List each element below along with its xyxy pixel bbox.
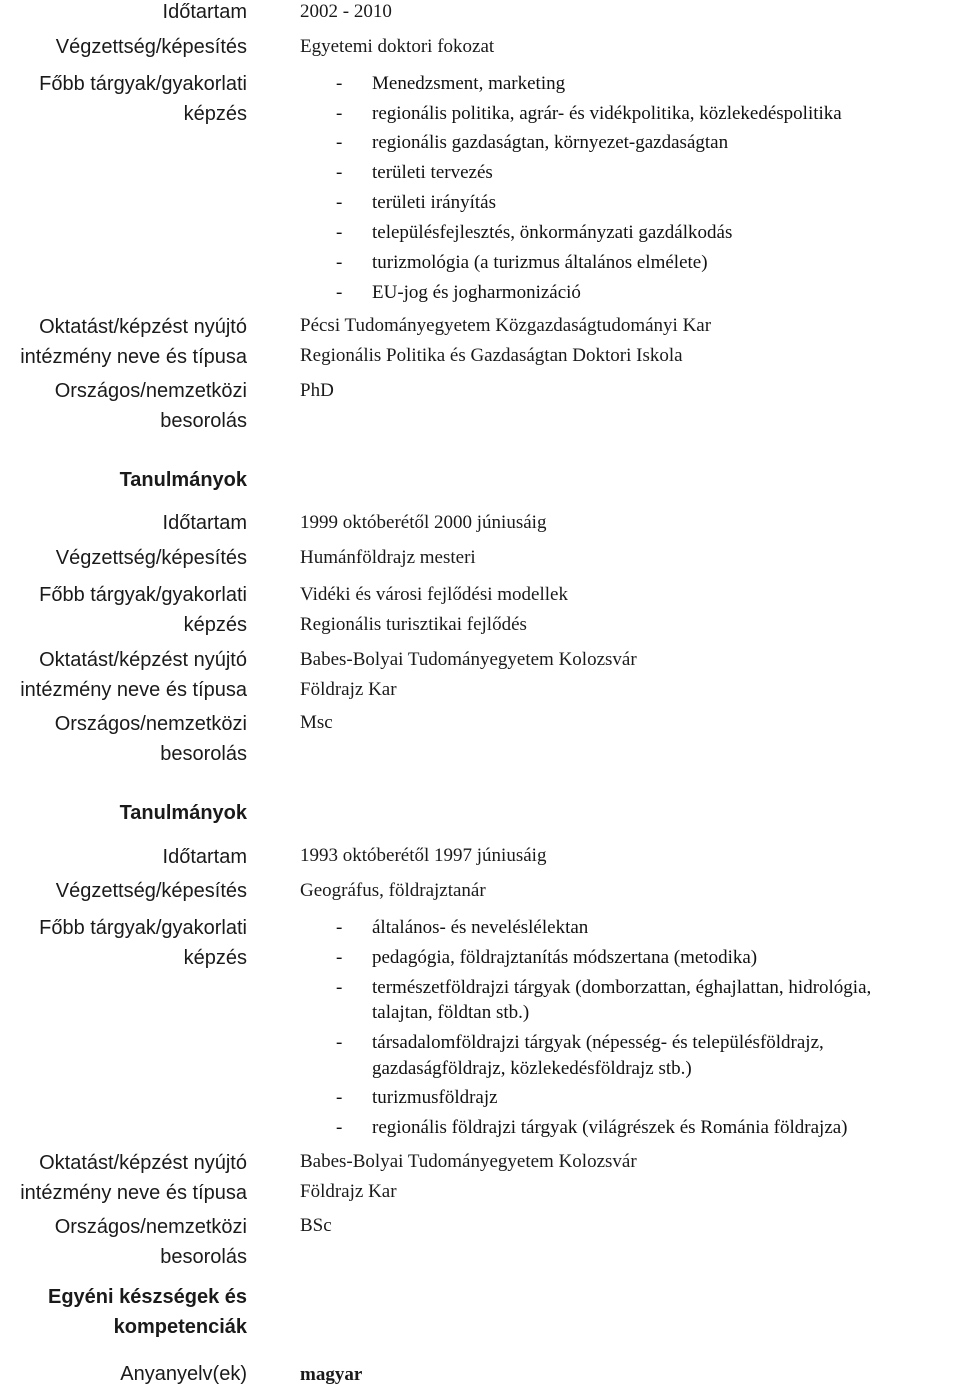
- entry2-subject: Vidéki és városi fejlődési modellek: [300, 584, 568, 605]
- entry1-subject-text: regionális politika, agrár- és vidékpolitika, közlekedéspolitika: [372, 103, 842, 124]
- label-institution-cont: intézmény neve és típusa: [20, 679, 247, 701]
- label-subjects: Főbb tárgyak/gyakorlati: [39, 73, 247, 95]
- entry1-subject-text: EU-jog és jogharmonizáció: [372, 282, 581, 303]
- entry1-classification: PhD: [300, 380, 334, 401]
- section-heading-skills: Egyéni készségek és: [47, 1286, 247, 1308]
- label-institution: Oktatást/képzést nyújtó: [39, 316, 247, 338]
- entry2-institution: Babes-Bolyai Tudományegyetem Kolozsvár: [300, 649, 637, 670]
- entry3-institution: Babes-Bolyai Tudományegyetem Kolozsvár: [300, 1151, 637, 1172]
- label-qualification: Végzettség/képesítés: [55, 880, 247, 902]
- entry3-subject-text: gazdaságföldrajz, közlekedésföldrajz stb.): [372, 1058, 692, 1079]
- entry1-subject-text: Menedzsment, marketing: [372, 73, 566, 94]
- entry3-subject-text: természetföldrajzi tárgyak (domborzattan, éghajlattan, hidrológia,: [372, 977, 872, 998]
- entry2-subject: Regionális turisztikai fejlődés: [300, 614, 527, 635]
- label-institution: Oktatást/képzést nyújtó: [39, 1152, 247, 1174]
- entry1-subject-text: regionális gazdaságtan, környezet-gazdaságtan: [372, 132, 729, 153]
- entry3-subject-text: turizmusföldrajz: [372, 1087, 498, 1108]
- section-heading-skills-cont: kompetenciák: [113, 1316, 247, 1338]
- section-heading-studies: Tanulmányok: [119, 802, 247, 824]
- label-subjects-cont: képzés: [183, 614, 247, 636]
- entry3-subject-text: általános- és neveléslélektan: [372, 917, 589, 938]
- entry2-classification: Msc: [300, 712, 333, 733]
- section-heading-studies: Tanulmányok: [119, 469, 247, 491]
- label-classification-cont: besorolás: [160, 1246, 247, 1268]
- label-classification-cont: besorolás: [160, 743, 247, 765]
- label-subjects-cont: képzés: [183, 103, 247, 125]
- label-qualification: Végzettség/képesítés: [55, 36, 247, 58]
- entry2-institution-type: Földrajz Kar: [300, 679, 397, 700]
- label-institution-cont: intézmény neve és típusa: [20, 1182, 247, 1204]
- label-subjects: Főbb tárgyak/gyakorlati: [39, 584, 247, 606]
- entry1-subject-text: turizmológia (a turizmus általános elmélete): [372, 252, 708, 273]
- entry1-subject-text: településfejlesztés, önkormányzati gazdálkodás: [372, 222, 733, 243]
- entry3-qualification: Geográfus, földrajztanár: [300, 880, 486, 901]
- entry3-subject-text: pedagógia, földrajztanítás módszertana (metodika): [372, 947, 758, 968]
- entry3-institution-type: Földrajz Kar: [300, 1181, 397, 1202]
- label-duration: Időtartam: [162, 1, 247, 23]
- label-qualification: Végzettség/képesítés: [55, 547, 247, 569]
- label-classification: Országos/nemzetközi: [54, 380, 247, 402]
- entry2-duration: 1999 októberétől 2000 júniusáig: [300, 512, 547, 533]
- label-duration: Időtartam: [162, 512, 247, 534]
- entry2-qualification: Humánföldrajz mesteri: [300, 547, 476, 568]
- mother-tongue-value: magyar: [300, 1364, 363, 1385]
- entry3-subject-text: társadalomföldrajzi tárgyak (népesség- és településföldrajz,: [372, 1032, 824, 1053]
- entry1-duration: 2002 - 2010: [300, 1, 392, 22]
- label-subjects: Főbb tárgyak/gyakorlati: [39, 917, 247, 939]
- entry3-duration: 1993 októberétől 1997 júniusáig: [300, 845, 547, 866]
- label-institution: Oktatást/képzést nyújtó: [39, 649, 247, 671]
- label-subjects-cont: képzés: [183, 947, 247, 969]
- entry1-qualification: Egyetemi doktori fokozat: [300, 36, 495, 57]
- entry1-subject-text: területi irányítás: [372, 192, 496, 213]
- entry3-subject-text: talajtan, földtan stb.): [372, 1002, 530, 1023]
- cv-page: Időtartam 2002 - 2010 Végzettség/képesítés Egyetemi doktori fokozat Főbb tárgyak/gyakorlati képzés - Menedzsment, marketing - regionális politika, agrár- és vidékpolitika, közlekedéspolitika - regionális gazdaságtan, környezet-gazdaságtan - területi tervezés - területi irányítás - településfejlesztés, önkormányzati gazdálkodás - turizmológia (a turizmus általános elmélete) - EU-jog és jogharmonizáció Oktatást/képzést nyújtó intézmény neve és típusa Pécsi Tudományegyetem Közgazdaságtudományi Kar Regionális Politika és Gazdaságtan Doktori Iskola Országos/nemzetközi besorolás PhD Tanulmányok Időtartam 1999 októberétől 2000 júniusáig Végzettség/képesítés Humánföldrajz mesteri Főbb tárgyak/gyakorlati képzés Vidéki és városi fejlődési modellek Regionális turisztikai fejlődés Oktatást/képzést nyújtó intézmény neve és típusa Babes-Bolyai Tudományegyetem Kolozsvár Földrajz Kar Országos/nemzetközi besorolás Msc Tanulmányok Időtartam 1993 októberétől 1997 júniusáig Végzettség/képesítés Geográfus, földrajztanár Főbb tárgyak/gyakorlati képzés - általános- és neveléslélektan - pedagógia, földrajztanítás módszertana (metodika) - természetföldrajzi tárgyak (domborzattan, éghajlattan, hidrológia, talajtan, földtan stb.) - társadalomföldrajzi tárgyak (népesség- és településföldrajz, gazdaságföldrajz, közlekedésföldrajz stb.) - turizmusföldrajz - regionális földrajzi tárgyak (világrészek és Románia földrajza) Oktatást/képzést nyújtó intézmény neve és típusa Babes-Bolyai Tudományegyetem Kolozsvár Földrajz Kar Országos/nemzetközi besorolás BSc Egyéni készségek és kompetenciák Anyanyelv(ek) magyar: [0, 0, 960, 1389]
- label-classification-cont: besorolás: [160, 410, 247, 432]
- label-institution-cont: intézmény neve és típusa: [20, 346, 247, 368]
- entry3-classification: BSc: [300, 1215, 332, 1236]
- label-duration: Időtartam: [162, 846, 247, 868]
- entry3-subject-text: regionális földrajzi tárgyak (világrészek és Románia földrajza): [372, 1117, 848, 1138]
- entry1-institution-type: Regionális Politika és Gazdaságtan Doktori Iskola: [300, 345, 683, 366]
- entry1-subject-text: területi tervezés: [372, 162, 493, 183]
- label-classification: Országos/nemzetközi: [54, 713, 247, 735]
- label-classification: Országos/nemzetközi: [54, 1216, 247, 1238]
- label-mother-tongue: Anyanyelv(ek): [120, 1363, 247, 1385]
- entry1-institution: Pécsi Tudományegyetem Közgazdaságtudományi Kar: [300, 315, 712, 336]
